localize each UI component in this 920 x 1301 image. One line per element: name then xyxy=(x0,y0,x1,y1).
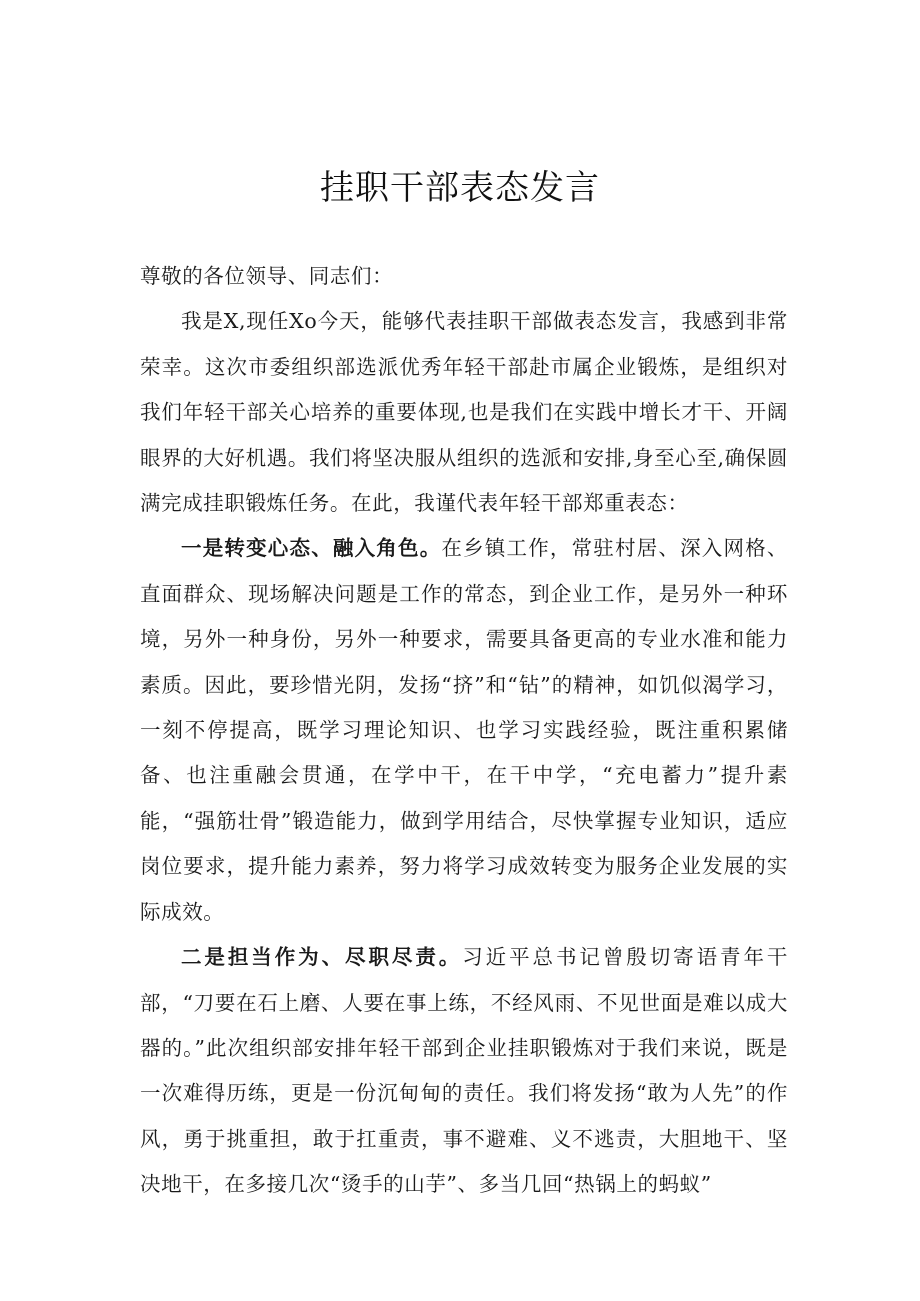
document-title: 挂职干部表态发言 xyxy=(320,168,600,208)
salutation: 尊敬的各位领导、同志们： xyxy=(140,264,394,288)
paragraph-point-one xyxy=(140,526,788,935)
paragraph-text: 我是X,现任Xo今天，能够代表挂职干部做表态发言，我感到非常荣幸。这次市委组织部选派优秀年轻干部赴市属企业锻炼，是组织对我们年轻干部关心培养的重要体现,也是我们在实践中增长才干、开阔眼界的大好机遇。我们将坚决服从组织的选派和安排,身至心至,确保圆满完成挂职锻炼任务。在此，我谨代表年轻干部郑重表态： xyxy=(140,309,788,516)
paragraph-intro xyxy=(140,299,788,526)
paragraph-lead: 一是转变心态、融入角色。 xyxy=(181,536,442,561)
document-body xyxy=(140,254,788,1208)
paragraph-text: 在乡镇工作，常驻村居、深入网格、直面群众、现场解决问题是工作的常态，到企业工作，是另外一种环境，另外一种身份，另外一种要求，需要具备更高的专业水准和能力素质。因此，要珍惜光阴，发扬“挤”和“钻”的精神，如饥似渴学习，一刻不停提高，既学习理论知识、也学习实践经验，既注重积累储备、也注重融会贯通，在学中干，在干中学，“充电蓄力”提升素能，“强筋壮骨”锻造能力，做到学用结合，尽快掌握专业知识，适应岗位要求，提升能力素养，努力将学习成效转变为服务企业发展的实际成效。 xyxy=(140,536,788,924)
paragraph-point-two xyxy=(140,935,788,1207)
paragraph-text: 习近平总书记曾殷切寄语青年干部，“刀要在石上磨、人要在事上练，不经风雨、不见世面是难以成大器的。”此次组织部安排年轻干部到企业挂职锻炼对于我们来说，既是一次难得历练，更是一份沉甸甸的责任。我们将发扬“敢为人先”的作风，勇于挑重担，敢于扛重责，事不避难、义不逃责，大胆地干、坚决地干，在多接几次“烫手的山芋”、多当几回“热锅上的蚂蚁” xyxy=(140,945,788,1197)
paragraph-lead: 二是担当作为、尽职尽责。 xyxy=(181,945,463,970)
